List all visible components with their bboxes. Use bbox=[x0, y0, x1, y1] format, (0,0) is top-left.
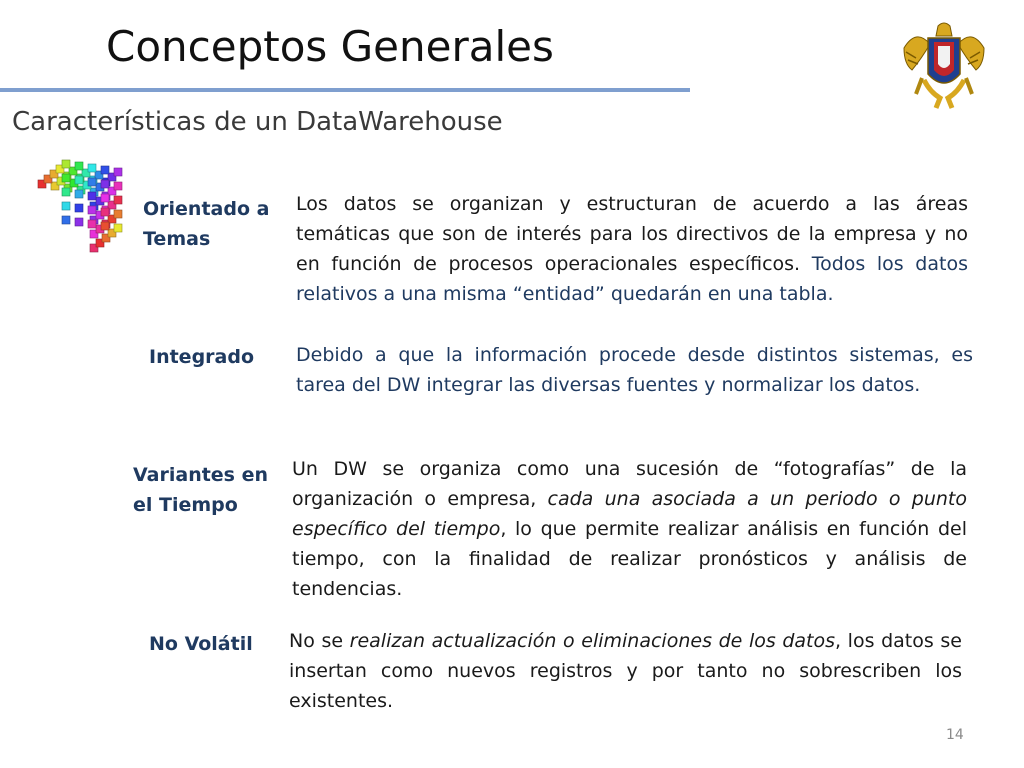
cube-node bbox=[75, 162, 83, 170]
cube-node bbox=[88, 192, 96, 200]
desc-novolatil-text-b: , los datos se insertan como nuevos registros y por tanto no sobrescriben los existentes. bbox=[289, 630, 962, 712]
cube-node bbox=[88, 220, 96, 228]
cube-node bbox=[101, 180, 109, 188]
desc-novolatil-italic: realizan actualización o eliminaciones de los datos bbox=[349, 630, 836, 652]
slide-title: Conceptos Generales bbox=[106, 22, 554, 71]
page-number: 14 bbox=[946, 727, 964, 743]
desc-orientado-text: Los datos se organizan y estructuran de acuerdo a las áreas temáticas que son de interés para los directivos de la empresa y no en función de procesos operacionales específicos. bbox=[296, 193, 968, 275]
desc-orientado-highlight: Todos los datos relativos a una misma “entidad” quedarán en una tabla. bbox=[296, 253, 968, 305]
cube-node bbox=[114, 168, 122, 176]
cube-node bbox=[88, 164, 96, 172]
cube-node bbox=[88, 178, 96, 186]
desc-variantes-text-a: Un DW se organiza como una sucesión de “fotografías” de la organización o empresa, bbox=[292, 458, 967, 510]
university-crest-logo bbox=[896, 18, 992, 114]
desc-variantes-italic: cada una asociada a un periodo o punto específico del tiempo bbox=[292, 488, 967, 540]
cube-node bbox=[114, 182, 122, 190]
cube-node bbox=[62, 216, 70, 224]
term-orientado-a-temas: Orientado a Temas bbox=[143, 198, 270, 250]
cube-node bbox=[114, 210, 122, 218]
term-no-volatil: No Volátil bbox=[149, 633, 253, 655]
cube-node bbox=[75, 190, 83, 198]
desc-orientado-a-temas bbox=[296, 189, 968, 309]
cube-node bbox=[114, 196, 122, 204]
cube-node bbox=[75, 204, 83, 212]
cube-node bbox=[114, 224, 122, 232]
cube-node bbox=[62, 174, 70, 182]
term-variantes-en-el-tiempo: Variantes en el Tiempo bbox=[133, 464, 269, 516]
data-cube-icon bbox=[20, 158, 130, 268]
desc-variantes-text-b: , lo que permite realizar análisis en función del tiempo, con la finalidad de realizar pronósticos y análisis de tendencias. bbox=[292, 518, 967, 600]
desc-variantes-en-el-tiempo bbox=[292, 454, 967, 604]
cube-node bbox=[101, 208, 109, 216]
cube-node bbox=[62, 202, 70, 210]
desc-no-volatil bbox=[289, 626, 962, 716]
cube-node bbox=[62, 160, 70, 168]
desc-integrado: Debido a que la información procede desde distintos sistemas, es tarea del DW integrar las diversas fuentes y normalizar los datos. bbox=[296, 344, 973, 396]
desc-novolatil-text-a: No se bbox=[289, 630, 350, 652]
cube-node bbox=[62, 188, 70, 196]
cube-node bbox=[88, 206, 96, 214]
term-integrado: Integrado bbox=[149, 346, 255, 368]
cube-node bbox=[75, 176, 83, 184]
slide-subtitle: Características de un DataWarehouse bbox=[12, 107, 503, 137]
cube-node bbox=[101, 222, 109, 230]
title-underline bbox=[0, 88, 690, 92]
cube-node bbox=[101, 194, 109, 202]
cube-node bbox=[75, 218, 83, 226]
cube-node bbox=[101, 166, 109, 174]
